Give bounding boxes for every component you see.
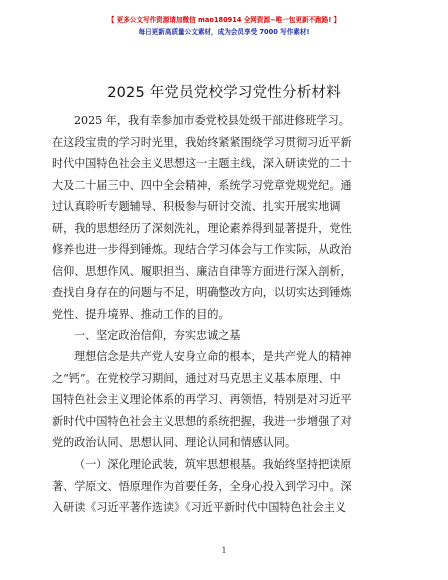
text-line: 党性、提升境界、推动工作的目的。 [52,307,230,321]
promo-banner-line-2: 每日更新高质量公文素材，成为会员享受 7000 写作素材! [138,28,310,36]
section-heading-text: 一、坚定政治信仰，夯实忠诚之基 [74,329,241,342]
text-line: 2025 年，我有幸参加市委党校县处级干部进修班学习。 [74,114,350,127]
text-line: 国特色社会主义理论体系的再学习、再领悟，特别是对习近平 [52,393,352,406]
text-line: 过认真聆听专题辅导、积极参与研讨交流、扎实开展实地调 [52,200,341,213]
text-line: 时代中国特色社会主义思想这一主题主线，深入研读党的二十 [52,157,352,170]
page-number: 1 [221,546,227,555]
paragraph-theory-arming [52,454,396,519]
text-line: 在这段宝贵的学习时光里，我始终紧紧围绕学习贯彻习近平新 [52,135,352,149]
section-heading-1 [52,325,396,347]
text-line: （一）深化理论武装，筑牢思想根基。我始终坚持把读原 [74,458,352,471]
promo-banner-line-1: 【 更多公文写作资源请加微信 mao180914 全网资源~唯一包更新不跑路! 】 [107,16,341,24]
text-line: 党的政治认同、思想认同、理论认同和情感认同。 [52,436,297,449]
text-line: 信仰、思想作风、履职担当、廉洁自律等方面进行深入剖析， [52,264,352,278]
paragraph-intro [52,110,396,325]
text-line: 新时代中国特色社会主义思想的系统把握，我进一步增强了对 [52,414,352,428]
text-line: 研，我的思想经历了深刻洗礼，理论素养得到显著提升，党性 [52,221,352,235]
text-line: 大及二十届三中、四中全会精神，系统学习党章党规党纪。通 [52,178,352,192]
text-line: 理想信念是共产党人安身立命的根本，是共产党人的精神 [74,350,352,363]
text-line: 之“钙”。在党校学习期间，通过对马克思主义基本原理、中 [52,371,341,385]
text-line: 修养也进一步得到锤炼。现结合学习体会与工作实际，从政治 [52,243,352,256]
paragraph-political-belief [52,346,396,454]
text-line: 著、学原文、悟原理作为首要任务，全身心投入到学习中。深 [52,479,352,493]
document-title: 2025 年党员党校学习党性分析材料 [107,85,341,101]
text-line: 查找自身存在的问题与不足，明确整改方向，以切实达到锤炼 [52,286,352,299]
text-line: 入研读《习近平著作选读》《习近平新时代中国特色社会主义 [52,501,346,514]
